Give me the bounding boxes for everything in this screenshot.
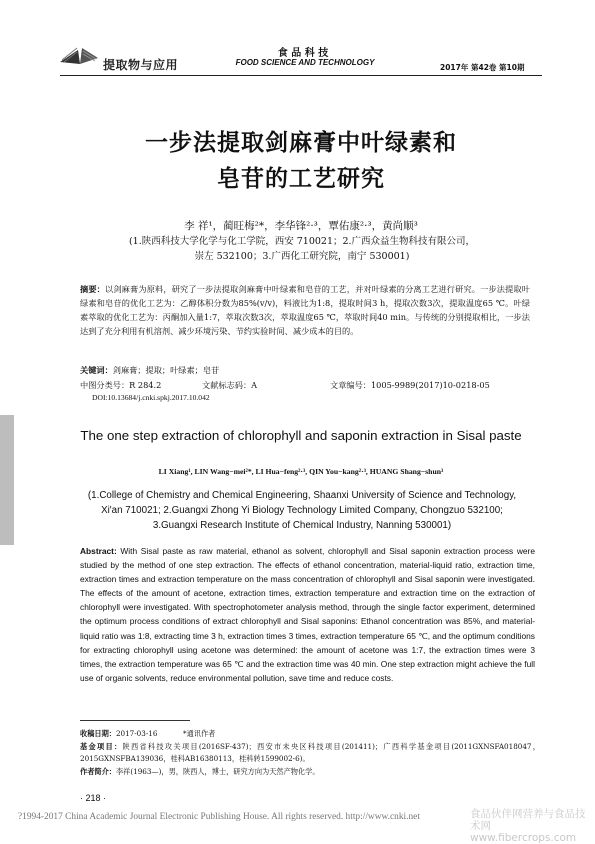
- footnote-fund: [80, 741, 540, 764]
- fund-text: 陕西省科技攻关项目(2016SF-437)；西安市未央区科技项目(201411)；广西科学基金项目(2011GXNSFA018047，2015GXNSFBA139036，桂科AB16380113，桂科转1599002-6)。: [80, 742, 540, 763]
- received-label: 收稿日期：: [80, 729, 116, 738]
- affiliation-en: (1.College of Chemistry and Chemical Engineering, Shaanxi University of Science and Technology, Xi'an 710021; 2.Guangxi Zhong Yi Biology Technology Limited Company, Chongzuo 532100; 3.Guangxi Research Institute of Chemical Industry, Nanning 530001): [87, 490, 517, 531]
- section-logo-text: 提取物与应用: [103, 58, 179, 72]
- watermark-line-2: www.fibercrops.com: [470, 832, 577, 844]
- abstract-en-text: With Sisal paste as raw material, ethanol as solvent, chlorophyll and Sisal saponin extraction process were studied by the method of one step extraction. The effects of ethanol concentration, material-liquid ratio, extraction time, extraction times and extraction temperature on the mass concentration of chlorophyll and Sisal saponin were investigated. The effects of the amount of acetone, extraction times, extraction temperature and extraction time on the extraction of chlorophyll were investigated. With spectrophotometer analysis method, through the single factor experiment, determined the optimum process conditions of extract chlorophyll and Sisal saponins: Ethanol concentration was 85%, and material-liquid ratio was 1:8, extracting time 3 h, extraction times 3 times, extraction temperature 65 ℃, and the optimum conditions for extracting chlorophyll using acetone was determined: the amount of acetone was 1:7, the extraction times were 3 times, the extraction temperature was 65 ℃ and the extraction time was 40 min. One step extraction might achieve the full use of organic solvents, reduce environmental pollution, save time and reduce costs.: [80, 546, 535, 683]
- keywords-cn: [80, 365, 530, 376]
- page-side-tab: [0, 415, 14, 545]
- copyright-line: ?1994-2017 China Academic Journal Electronic Publishing House. All rights reserved. http://www.cnki.net: [18, 812, 420, 822]
- journal-name-cn: 食 品 科 技: [277, 48, 329, 59]
- keywords-cn-text: 剑麻膏；提取；叶绿素；皂苷: [112, 365, 220, 375]
- keywords-cn-label: 关键词：: [80, 365, 113, 375]
- abstract-en: [80, 544, 535, 685]
- doi: DOI:10.13684/j.cnki.spkj.2017.10.042: [92, 393, 210, 402]
- abstract-cn: [80, 282, 530, 338]
- document-code: 文献标志码：A: [202, 380, 258, 390]
- article-title-en: The one step extraction of chlorophyll and saponin extraction in Sisal paste: [80, 428, 522, 443]
- author-bio-text: 李祥(1963—)，男，陕西人，博士，研究方向为天然产物化学。: [115, 767, 320, 776]
- article-number: 文章编号：1005-9989(2017)10-0218-05: [330, 380, 490, 390]
- footnote-divider: [80, 720, 190, 721]
- abstract-cn-text: 以剑麻膏为原料，研究了一步法提取剑麻膏中叶绿素和皂苷的工艺，并对叶绿素的分离工艺进行研究。一步法提取叶绿素和皂苷的优化工艺为：乙醇体积分数为85%(v/v)，料液比为1:8，提取时间3 h，提取次数3次，提取温度65 ℃。叶绿素萃取的优化工艺为：丙酮加入量1:7，萃取次数3次，萃取温度65 ℃，萃取时间40 min。与传统的分别提取相比，一步法达到了充分利用有机溶剂、减少环境污染、节约实验时间、减少成本的目的。: [80, 284, 530, 336]
- footnote-author: [80, 766, 540, 778]
- page-number: · 218 ·: [80, 793, 107, 803]
- author-bio-label: 作者简介：: [80, 767, 116, 776]
- abstract-en-label: Abstract:: [80, 546, 117, 556]
- affiliation-cn: [82, 234, 522, 264]
- article-title-cn: [60, 125, 542, 197]
- corresponding-note: *通讯作者: [183, 729, 216, 738]
- journal-issue: 2017年 第42卷 第10期: [440, 63, 525, 72]
- title-cn-line-2: 皂苷的工艺研究: [217, 166, 385, 192]
- received-date: 2017-03-16: [115, 729, 158, 738]
- abstract-cn-label: 摘要：: [80, 284, 106, 294]
- fund-label: 基金项目：: [80, 742, 123, 751]
- footnote-received: [80, 728, 540, 740]
- journal-logo: [58, 40, 102, 72]
- title-cn-line-1: 一步法提取剑麻膏中叶绿素和: [145, 130, 457, 156]
- authors-cn: 李 祥¹，蔺旺梅²*，李华锋²·³，覃佑康²·³，黄尚顺³: [184, 220, 418, 232]
- watermark-line-1: 食品伙伴网营养与食品技术网: [470, 808, 586, 832]
- journal-name-en: FOOD SCIENCE AND TECHNOLOGY: [235, 58, 375, 67]
- affiliation-cn-line-2: 崇左 532100；3.广西化工研究院，南宁 530001): [194, 251, 410, 262]
- header-divider: [60, 75, 542, 76]
- classification-number: 中图分类号：R 284.2: [80, 380, 162, 390]
- book-logo-icon: [58, 40, 102, 68]
- affiliation-cn-line-1: (1.陕西科技大学化学与化工学院，西安 710021；2.广西众益生物科技有限公司，: [128, 236, 476, 247]
- watermark: [470, 808, 595, 844]
- authors-en: LI Xiang¹, LIN Wang−mei²*, LI Hua−feng²·³, QIN You−kang²·³, HUANG Shang−shun³: [158, 467, 444, 476]
